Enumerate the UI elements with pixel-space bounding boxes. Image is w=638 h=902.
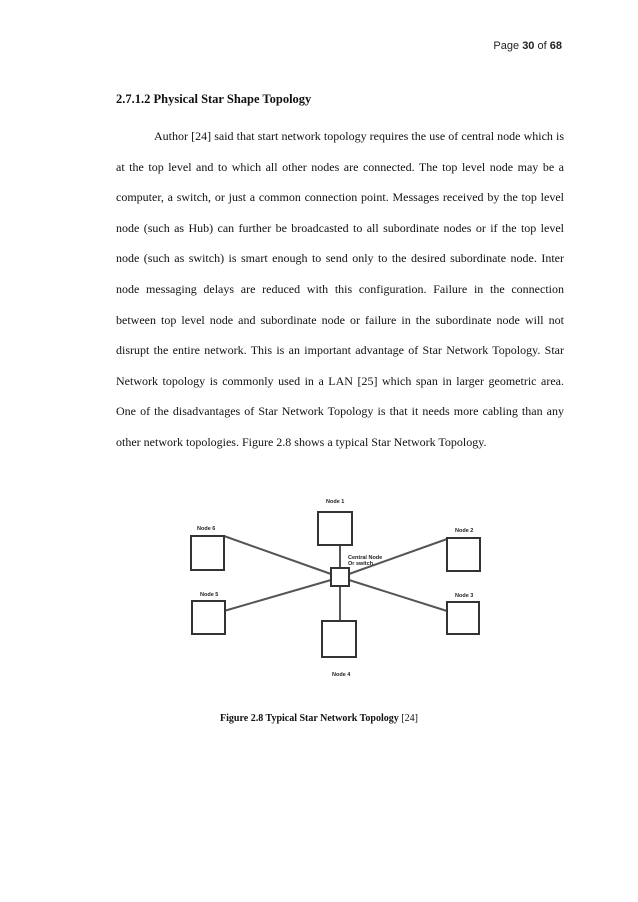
page-label: Page [493, 40, 520, 52]
link-node5 [224, 580, 331, 611]
star-topology-diagram [185, 493, 500, 683]
total-pages: 68 [549, 40, 562, 52]
node6-label: Node 6 [197, 526, 216, 532]
node5-label: Node 5 [200, 592, 219, 598]
node6-box [191, 536, 224, 570]
body-paragraph [116, 121, 564, 458]
figure-caption-title: Figure 2.8 Typical Star Network Topology [220, 713, 399, 724]
current-page-number: 30 [522, 40, 535, 52]
body-paragraph-text: Author [24] said that start network topology requires the use of central node which is at the top level and to which all other nodes are connected. The top level node may be a computer, a switch, or just a common connection point. Messages received by the top level node (such as Hub) can further be broadcasted to all subordinate nodes or if the top level node (such as switch) is smart enough to send only to the desired subordinate node. Inter node messaging delays are reduced with this configuration. Failure in the connection between top level node and subordinate node or failure in the subordinate node will not disrupt the entire network. This is an important advantage of Star Network Topology. Star Network topology is commonly used in a LAN [25] which span in larger geometric area. One of the disadvantages of Star Network Topology is that it needs more cabling than any other network topologies. Figure 2.8 shows a typical Star Network Topology. [116, 129, 564, 449]
central-node-label: Central Node [348, 555, 383, 561]
star-topology-figure [185, 493, 500, 683]
central-node-box [331, 568, 349, 586]
node2-box [447, 538, 480, 571]
figure-caption-reference: [24] [401, 713, 418, 724]
node3-label: Node 3 [455, 593, 474, 599]
figure-caption [0, 713, 638, 724]
node2-label: Node 2 [455, 528, 474, 534]
node1-label: Node 1 [326, 499, 345, 505]
node4-label: Node 4 [332, 672, 351, 678]
central-node-sublabel: Or switch [348, 561, 374, 567]
link-node3 [349, 580, 447, 611]
node3-box [447, 602, 479, 634]
link-node6 [224, 536, 331, 574]
section-heading: 2.7.1.2 Physical Star Shape Topology [116, 92, 312, 106]
node1-box [318, 512, 352, 545]
page-number-header [493, 40, 562, 52]
node5-box [192, 601, 225, 634]
of-label: of [537, 40, 547, 52]
node4-box [322, 621, 356, 657]
